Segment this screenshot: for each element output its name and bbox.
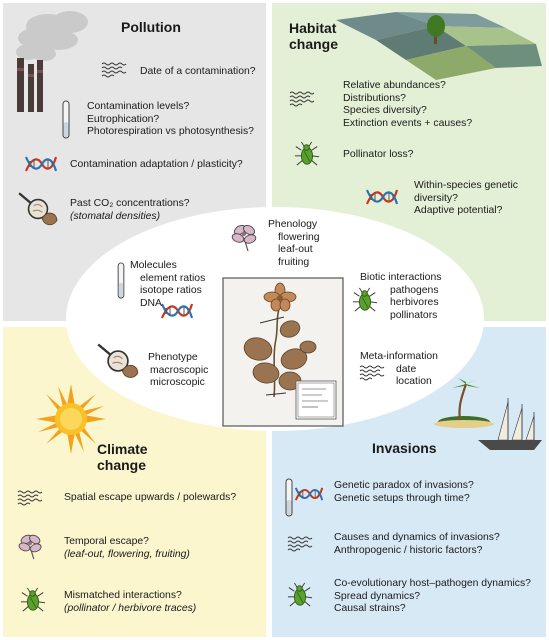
- insect-icon: [20, 587, 46, 613]
- invasions-title: Invasions: [372, 440, 437, 456]
- landscape-fields-icon: [336, 10, 544, 82]
- test-tube-icon: [284, 478, 294, 518]
- flower-icon: [17, 532, 45, 560]
- insect-icon: [294, 141, 320, 167]
- herbarium-sheet-icon: [222, 277, 344, 427]
- climate-item-mismatched: Mismatched interactions? (pollinator / herbivore traces): [64, 590, 197, 614]
- pollution-item-levels: Contamination levels? Eutrophication? Photorespiration vs photosynthesis?: [87, 101, 254, 138]
- test-tube-icon: [116, 262, 126, 300]
- climate-item-temporal: Temporal escape? (leaf-out, flowering, fruiting): [64, 536, 190, 560]
- dna-icon: [294, 484, 324, 504]
- climate-item-spatial: Spatial escape upwards / polewards?: [64, 492, 237, 503]
- meta-information-label: Meta-information date location: [360, 351, 438, 388]
- habitat-item-abundances: Relative abundances? Distributions? Species diversity? Extinction events + causes?: [343, 80, 473, 129]
- notes-icon: [288, 91, 320, 107]
- invasions-item-coevolution: Co-evolutionary host–pathogen dynamics? Spread dynamics? Causal strains?: [334, 578, 531, 615]
- phenology-label: Phenology flowering leaf-out fruiting: [268, 219, 320, 268]
- pollution-item-adaptation: Contamination adaptation / plasticity?: [70, 159, 243, 170]
- invasions-item-causes: Causes and dynamics of invasions? Anthropogenic / historic factors?: [334, 532, 500, 556]
- factory-smokestacks-icon: [8, 8, 98, 114]
- magnifier-leaf-icon: [17, 191, 59, 227]
- pollution-item-co2: Past CO₂ concentrations? (stomatal densities): [70, 198, 190, 222]
- molecules-label: Molecules element ratios isotope ratios DNA: [130, 260, 206, 309]
- pollution-title: Pollution: [121, 19, 181, 35]
- biotic-interactions-label: Biotic interactions pathogens herbivores pollinators: [360, 272, 442, 321]
- climate-change-title: Climate change: [97, 441, 148, 473]
- insect-icon: [287, 582, 313, 608]
- habitat-item-pollinator: Pollinator loss?: [343, 149, 414, 160]
- test-tube-icon: [61, 100, 71, 140]
- notes-icon: [100, 62, 132, 78]
- dna-icon: [365, 186, 399, 208]
- notes-icon: [16, 490, 48, 506]
- notes-icon: [286, 536, 318, 552]
- habitat-item-genetic: Within-species genetic diversity? Adaptive potential?: [414, 180, 518, 217]
- magnifier-leaf-icon: [96, 342, 140, 380]
- dna-icon: [160, 300, 194, 322]
- habitat-change-title: Habitat change: [289, 20, 339, 52]
- dna-icon: [24, 153, 58, 175]
- invasions-item-genetic: Genetic paradox of invasions? Genetic setups through time?: [334, 480, 474, 504]
- phenotype-label: Phenotype macroscopic microscopic: [148, 352, 209, 389]
- pollution-item-date: Date of a contamination?: [140, 66, 256, 77]
- flower-icon: [230, 222, 260, 252]
